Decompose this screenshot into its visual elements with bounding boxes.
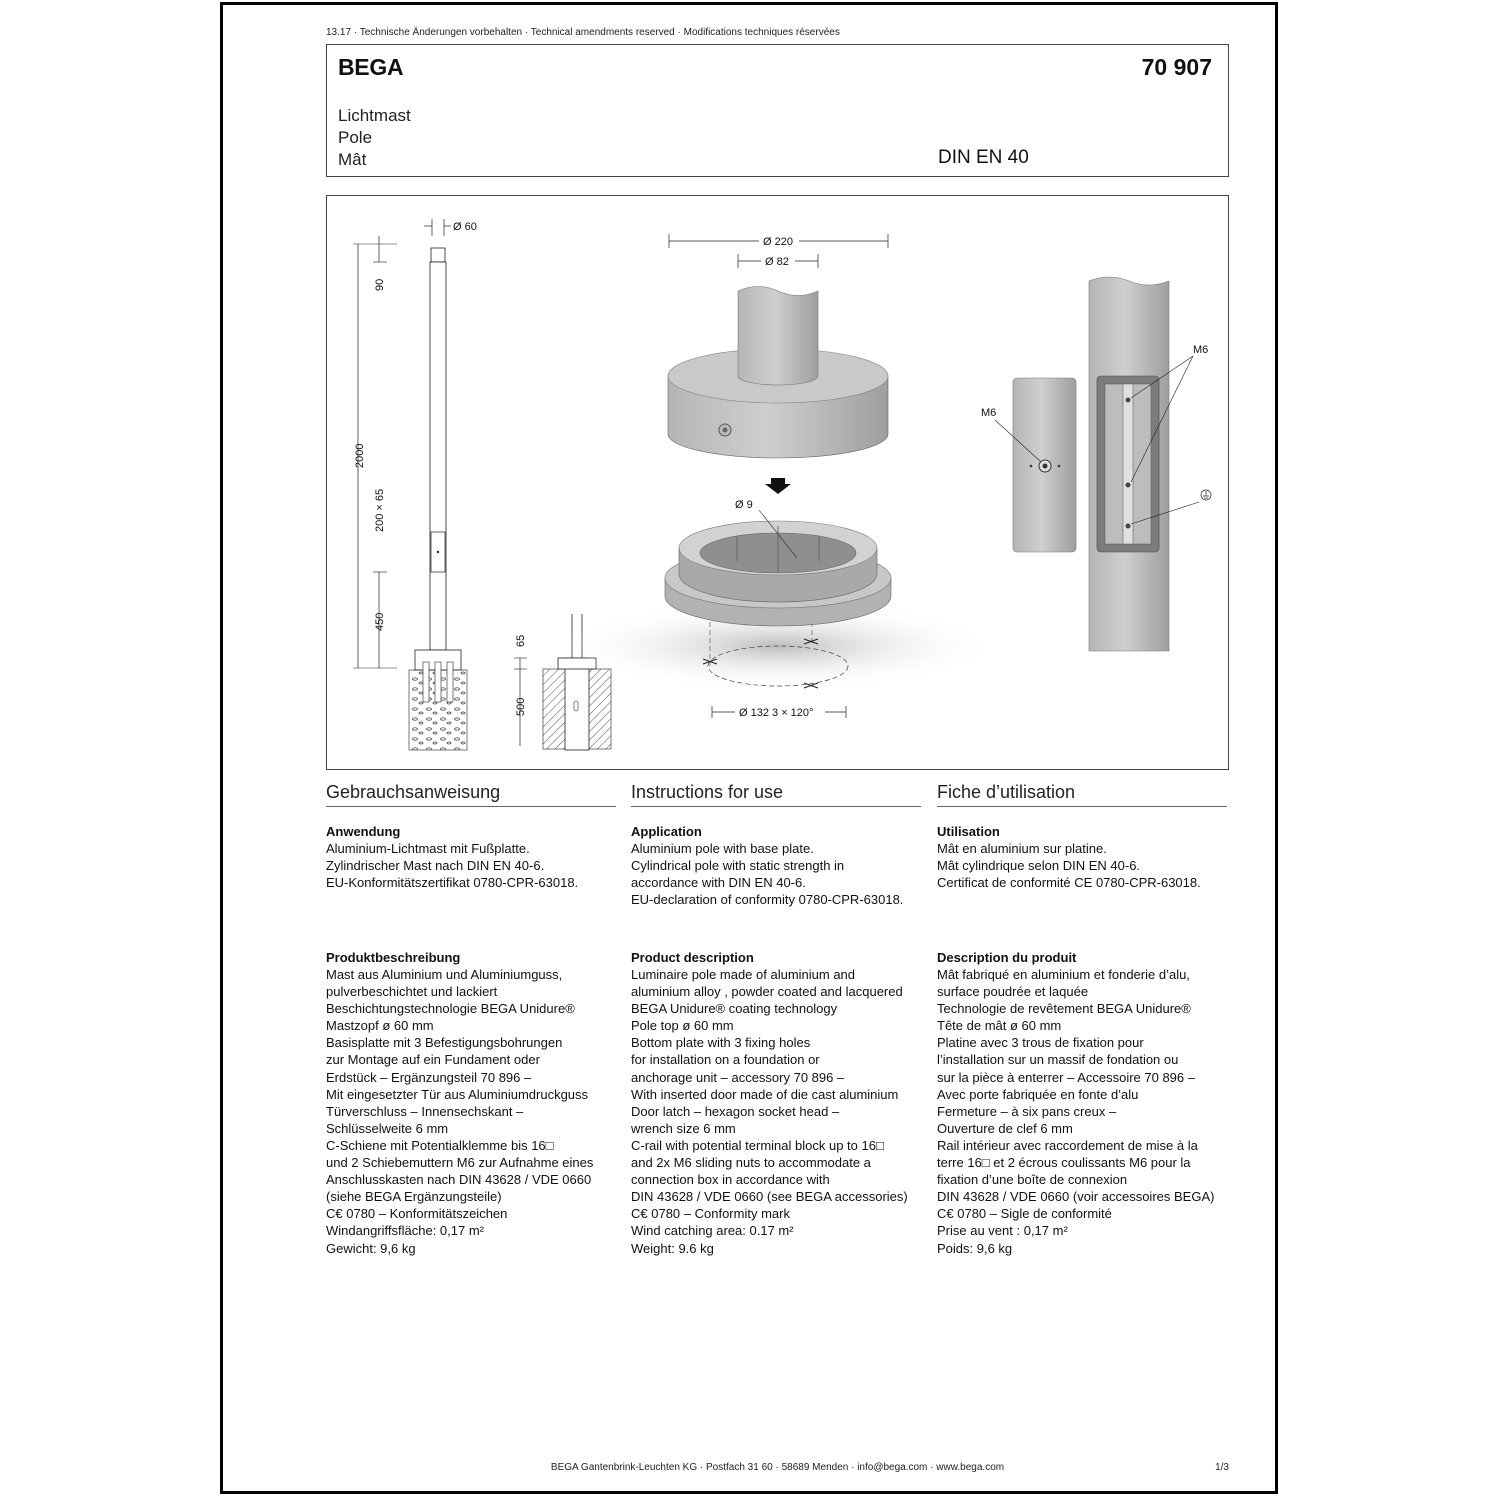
description-title: Description du produit (937, 950, 1077, 965)
text-line: Avec porte fabriquée en fonte d’alu (937, 1086, 1139, 1102)
text-line: terre 16□ et 2 écrous coulissants M6 pour la (937, 1155, 1191, 1171)
application-title: Application (631, 824, 702, 839)
column-heading: Gebrauchsanweisung (326, 782, 616, 807)
page-number: 1/3 (1215, 1462, 1229, 1473)
text-line: fixation d’une boîte de connexion (937, 1172, 1128, 1188)
application-title: Anwendung (326, 824, 401, 839)
text-line: BEGA Unidure® coating technology (631, 1001, 838, 1017)
text-line: Prise au vent : 0,17 m² (937, 1223, 1068, 1239)
text-line: C€ 0780 – Konformitätszeichen (326, 1206, 508, 1222)
text-line: Erdstück – Ergänzungsteil 70 896 – (326, 1069, 532, 1085)
application-text (326, 840, 616, 949)
text-line: zur Montage auf ein Fundament oder (326, 1052, 540, 1068)
text-line: Door latch – hexagon socket head – (631, 1103, 840, 1119)
text-line: With inserted door made of die cast aluminium (631, 1086, 899, 1102)
text-line: (siehe BEGA Ergänzungsteile) (326, 1189, 502, 1205)
text-line: Aluminium pole with base plate. (631, 841, 814, 856)
text-line: C€ 0780 – Sigle de conformité (937, 1206, 1112, 1222)
dim-d9: Ø 9 (735, 499, 753, 511)
text-line: Tête de mât ø 60 mm (937, 1018, 1062, 1034)
text-line: aluminium alloy , powder coated and lacquered (631, 984, 903, 1000)
description-text (326, 966, 616, 1257)
text-line: Mast aus Aluminium und Aluminiumguss, (326, 967, 563, 982)
text-line: DIN 43628 / VDE 0660 (see BEGA accessories) (631, 1189, 908, 1205)
footer-company: BEGA Gantenbrink-Leuchten KG · Postfach 31 60 · 58689 Menden · info@bega.com · www.bega.com (550, 1462, 1005, 1473)
text-line: for installation on a foundation or (631, 1052, 820, 1068)
text-line: Rail intérieur avec raccordement de mise à la (937, 1137, 1198, 1153)
product-type-fr: Mât (338, 150, 367, 169)
description-text (631, 966, 921, 1257)
dim-500: 500 (515, 697, 527, 716)
text-line: Aluminium-Lichtmast mit Fußplatte. (326, 841, 530, 856)
text-line: Beschichtungstechnologie BEGA Unidure® (326, 1001, 575, 1017)
text-line: accordance with DIN EN 40-6. (631, 875, 806, 891)
text-line: Mastzopf ø 60 mm (326, 1018, 434, 1034)
text-line: Mit eingesetzter Tür aus Aluminiumdruckguss (326, 1086, 589, 1102)
text-line: sur la pièce à enterrer – Accessoire 70 896 – (937, 1069, 1195, 1085)
dim-65: 65 (515, 634, 527, 647)
text-line: pulverbeschichtet und lackiert (326, 984, 498, 1000)
label-m6-door: M6 (981, 407, 997, 419)
label-m6-rail: M6 (1193, 344, 1209, 356)
drawing-svg (327, 196, 1229, 770)
top-note: 13.17 · Technische Änderungen vorbehalten · Technical amendments reserved · Modifications techniques réservées (326, 27, 840, 38)
application-title: Utilisation (937, 824, 1000, 839)
pole-elevation (353, 219, 477, 750)
column-de (326, 782, 616, 1257)
text-line: C€ 0780 – Conformity mark (631, 1206, 790, 1222)
text-line: Fermeture – à six pans creux – (937, 1103, 1117, 1119)
text-line: Zylindrischer Mast nach DIN EN 40-6. (326, 858, 545, 874)
text-line: Technologie de revêtement BEGA Unidure® (937, 1001, 1191, 1017)
description-title: Product description (631, 950, 754, 965)
text-line: C-Schiene mit Potentialklemme bis 16□ (326, 1137, 554, 1153)
dim-2000: 2000 (354, 443, 366, 468)
text-line: Weight: 9.6 kg (631, 1240, 714, 1256)
text-line: Poids: 9,6 kg (937, 1240, 1013, 1256)
text-line: surface poudrée et laquée (937, 984, 1089, 1000)
text-line: and 2x M6 sliding nuts to accommodate a (631, 1155, 871, 1171)
text-line: anchorage unit – accessory 70 896 – (631, 1069, 845, 1085)
dim-bolt-circle: Ø 132 3 × 120° (739, 707, 814, 719)
text-line: Basisplatte mit 3 Befestigungsbohrungen (326, 1035, 563, 1051)
standard-label: DIN EN 40 (938, 147, 1029, 168)
header-box (326, 44, 1229, 177)
dim-d60: Ø 60 (453, 221, 477, 233)
text-line: EU-declaration of conformity 0780-CPR-63018. (631, 892, 904, 908)
text-line: l’installation sur un massif de fondation ou (937, 1052, 1179, 1068)
text-line: Mât en aluminium sur platine. (937, 841, 1107, 856)
column-en (631, 782, 921, 1257)
product-type-en: Pole (338, 128, 373, 147)
text-line: Bottom plate with 3 fixing holes (631, 1035, 811, 1051)
text-line: DIN 43628 / VDE 0660 (voir accessoires BEGA) (937, 1189, 1215, 1205)
text-line: Pole top ø 60 mm (631, 1018, 734, 1034)
text-line: EU-Konformitätszertifikat 0780-CPR-63018. (326, 875, 579, 891)
column-heading: Instructions for use (631, 782, 921, 807)
text-line: Mât cylindrique selon DIN EN 40-6. (937, 858, 1141, 874)
column-heading: Fiche d’utilisation (937, 782, 1227, 807)
application-text (631, 840, 921, 949)
brand-name: BEGA (338, 54, 404, 80)
text-line: wrench size 6 mm (631, 1120, 736, 1136)
text-line: connection box in accordance with (631, 1172, 830, 1188)
text-line: Schlüsselweite 6 mm (326, 1120, 449, 1136)
column-fr (937, 782, 1227, 1257)
door-detail (981, 277, 1211, 651)
description-title: Produktbeschreibung (326, 950, 461, 965)
text-line: Cylindrical pole with static strength in (631, 858, 845, 874)
text-line: Windangriffsfläche: 0,17 m² (326, 1223, 484, 1239)
dim-door: 200 × 65 (374, 488, 386, 532)
text-line: Wind catching area: 0.17 m² (631, 1223, 794, 1239)
text-line: und 2 Schiebemuttern M6 zur Aufnahme eines (326, 1155, 594, 1171)
text-line: Ouverture de clef 6 mm (937, 1120, 1073, 1136)
text-line: Anschlusskasten nach DIN 43628 / VDE 0660 (326, 1172, 592, 1188)
technical-drawing (326, 195, 1229, 770)
text-line: Luminaire pole made of aluminium and (631, 967, 856, 982)
application-text (937, 840, 1227, 949)
text-line: Platine avec 3 trous de fixation pour (937, 1035, 1144, 1051)
product-type-de: Lichtmast (338, 106, 411, 125)
text-line: Gewicht: 9,6 kg (326, 1240, 416, 1256)
dim-90: 90 (374, 278, 386, 291)
dim-d220: Ø 220 (763, 236, 793, 248)
base-plate-view (558, 234, 998, 719)
text-line: Mât fabriqué en aluminium et fonderie d’alu, (937, 967, 1190, 982)
text-line: Certificat de conformité CE 0780-CPR-63018. (937, 875, 1201, 891)
text-line: C-rail with potential terminal block up to 16□ (631, 1137, 884, 1153)
article-number: 70 907 (1141, 54, 1212, 80)
text-line: Türverschluss – Innensechskant – (326, 1103, 524, 1119)
description-text (937, 966, 1227, 1257)
dim-d82: Ø 82 (765, 256, 789, 268)
dim-450: 450 (374, 612, 386, 631)
